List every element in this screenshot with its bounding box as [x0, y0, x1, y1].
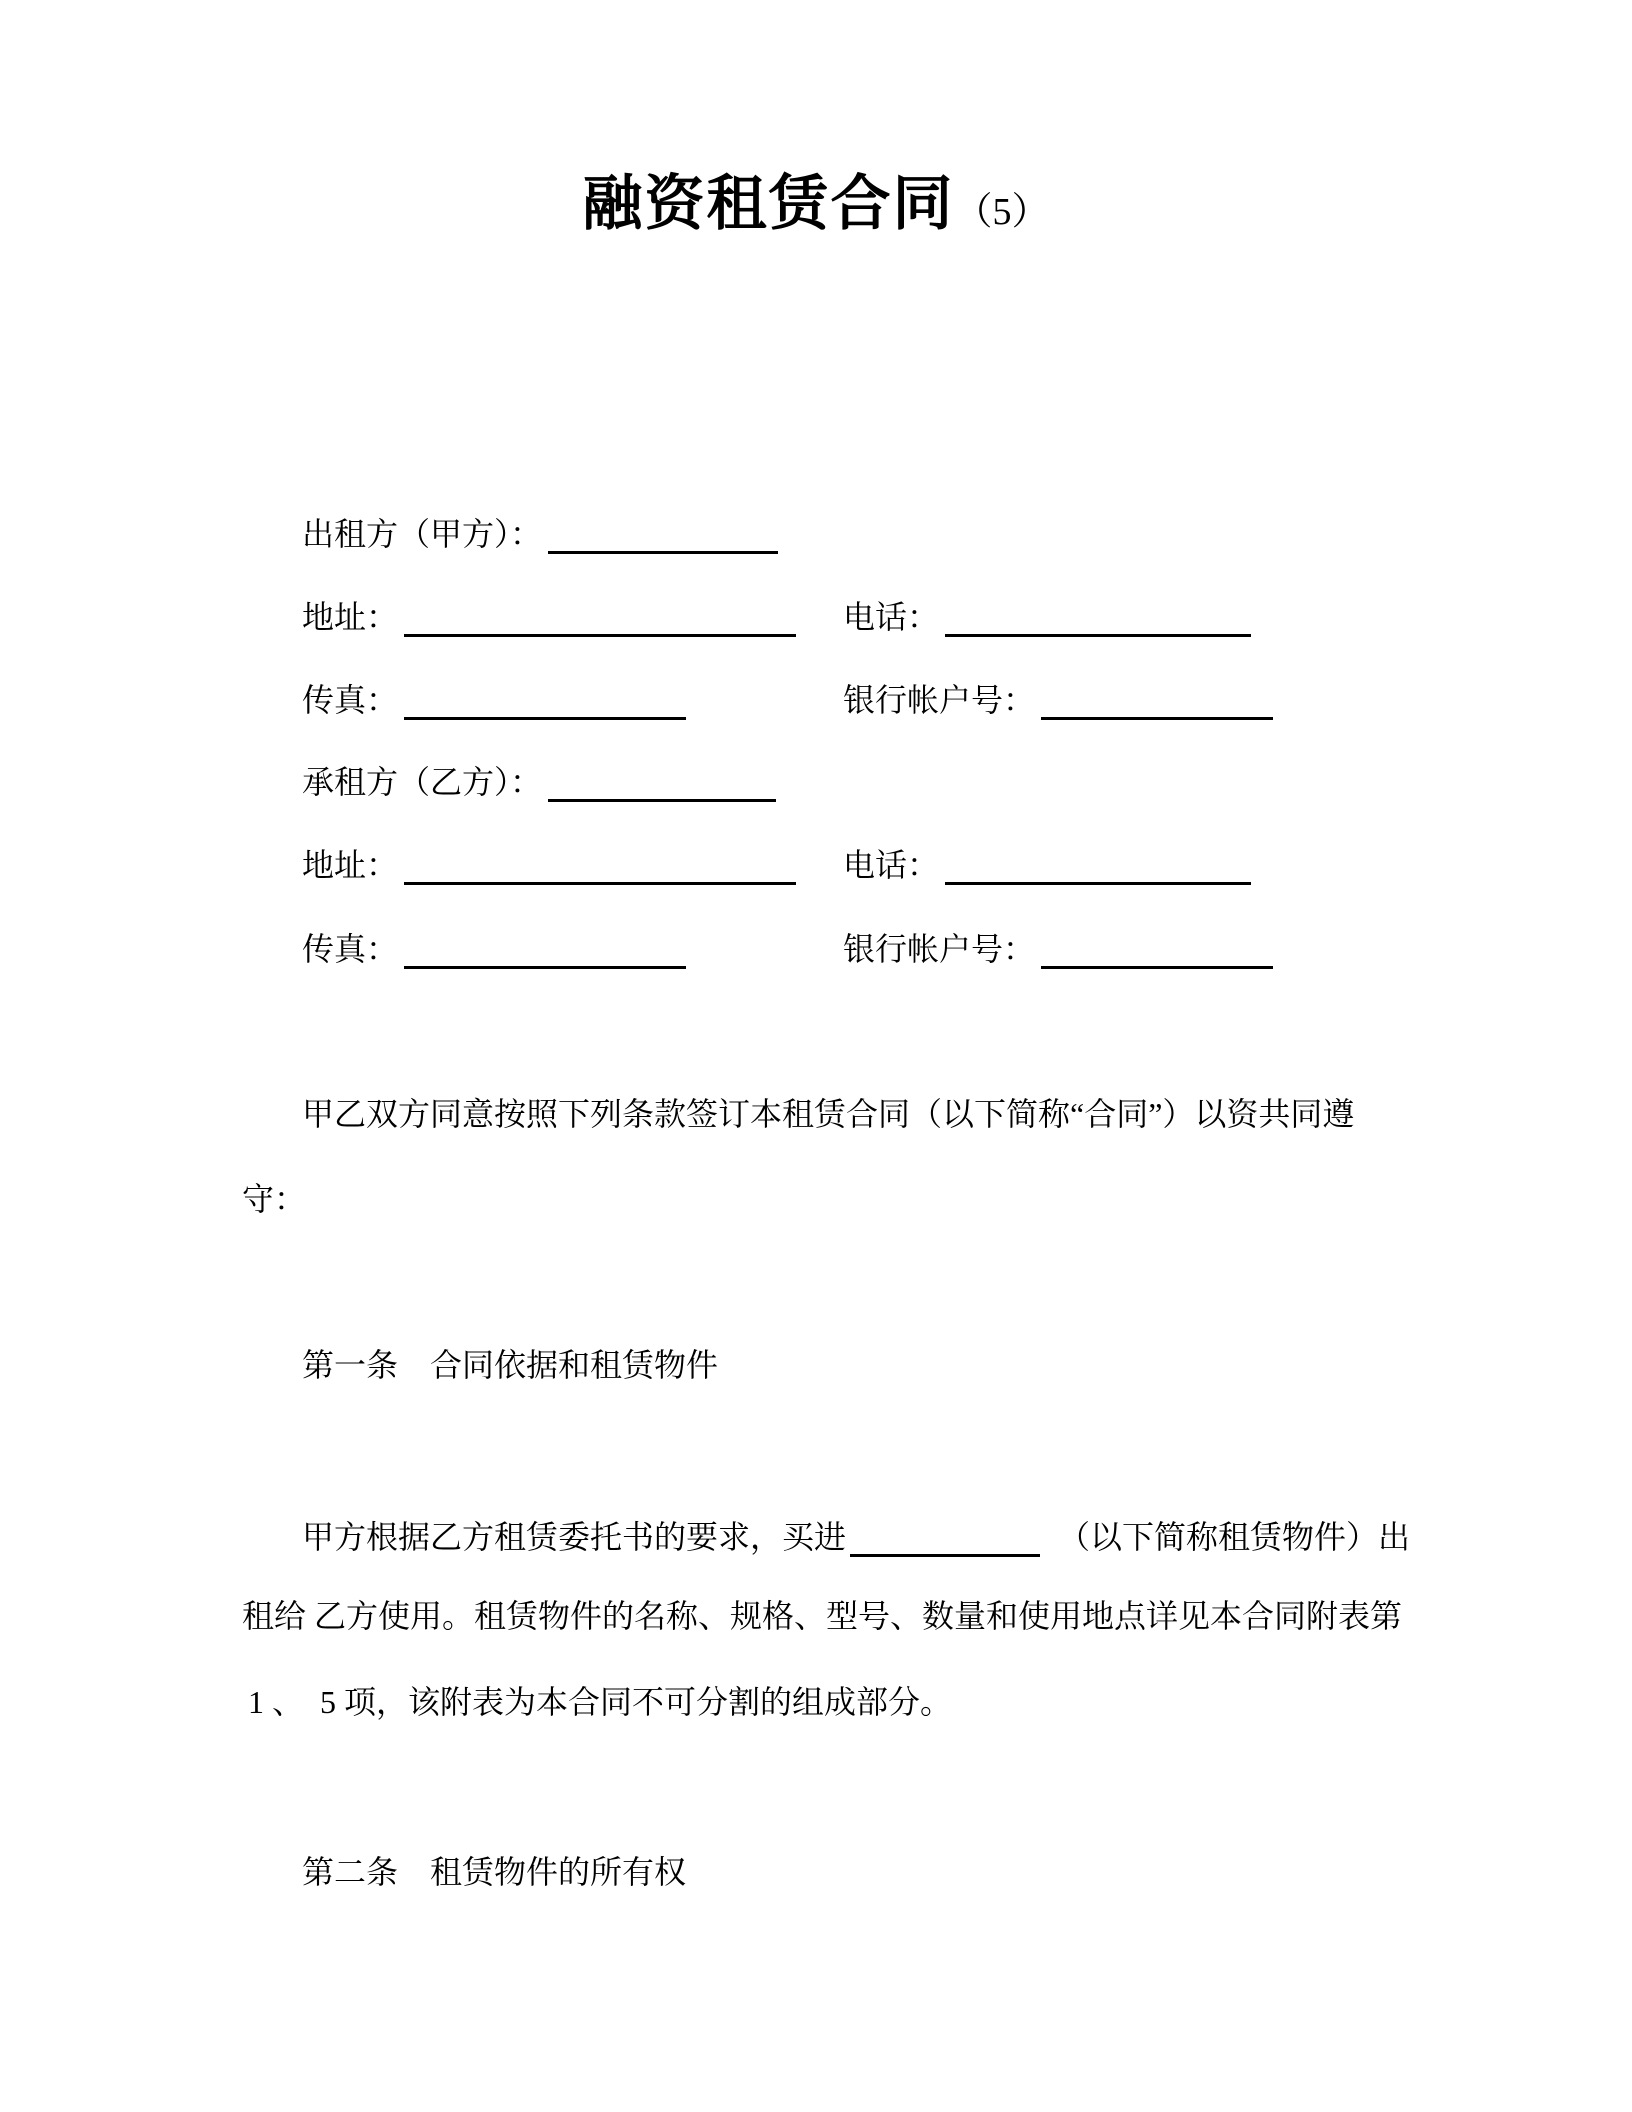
address-label: 地址： — [302, 599, 399, 635]
lessee-phone-field — [843, 843, 1251, 887]
clause-1-line1 — [302, 1515, 1410, 1559]
lessor-phone-field — [843, 595, 1251, 639]
document-title-number: （5） — [954, 191, 1050, 233]
form-row-lessor-fax-bank — [0, 678, 1632, 722]
lessee-fax-blank[interactable] — [404, 936, 686, 969]
bank-account-label: 银行帐户号： — [843, 931, 1036, 967]
lessee-address-blank[interactable] — [404, 852, 796, 885]
lessor-address-blank[interactable] — [404, 604, 796, 637]
form-row-lessee-address-phone — [0, 843, 1632, 887]
document-title-text: 融资租赁合同 — [582, 170, 955, 237]
lessor-field — [302, 512, 778, 556]
intro-paragraph-line1: 甲乙双方同意按照下列条款签订本租赁合同（以下简称“合同”）以资共同遵 — [302, 1096, 1355, 1132]
lessor-label: 出租方（甲方）： — [302, 516, 543, 552]
lessor-bank-account-blank[interactable] — [1041, 687, 1273, 720]
lessee-bank-account-blank[interactable] — [1041, 936, 1273, 969]
form-row-lessor — [0, 512, 1632, 556]
lessee-phone-blank[interactable] — [945, 852, 1251, 885]
clause-1-line1-before-blank: 甲方根据乙方租赁委托书的要求，买进 — [302, 1519, 847, 1555]
lessee-address-field — [302, 843, 796, 887]
intro-paragraph-line2: 守： — [242, 1181, 307, 1217]
lessee-field — [302, 760, 776, 804]
document-title — [0, 168, 1632, 248]
lessor-name-blank[interactable] — [548, 521, 778, 554]
lessee-bank-account-field — [843, 927, 1273, 971]
form-row-lessee-fax-bank — [0, 927, 1632, 971]
address-label: 地址： — [302, 847, 399, 883]
phone-label: 电话： — [843, 599, 940, 635]
lessor-address-field — [302, 595, 796, 639]
article-2-heading: 第二条 租赁物件的所有权 — [302, 1854, 687, 1890]
phone-label: 电话： — [843, 847, 940, 883]
leased-item-blank[interactable] — [850, 1524, 1040, 1557]
lessee-name-blank[interactable] — [548, 769, 776, 802]
lessee-label: 承租方（乙方）： — [302, 764, 543, 800]
clause-1-line3: 1 、 5 项，该附表为本合同不可分割的组成部分。 — [248, 1684, 953, 1720]
article-1-heading: 第一条 合同依据和租赁物件 — [302, 1347, 719, 1383]
lessor-fax-blank[interactable] — [404, 687, 686, 720]
lessee-fax-field — [302, 927, 686, 971]
form-row-lessee — [0, 760, 1632, 804]
bank-account-label: 银行帐户号： — [843, 682, 1036, 718]
lessor-fax-field — [302, 678, 686, 722]
fax-label: 传真： — [302, 682, 399, 718]
lessor-phone-blank[interactable] — [945, 604, 1251, 637]
form-row-lessor-address-phone — [0, 595, 1632, 639]
clause-1-line2: 租给 乙方使用。租赁物件的名称、规格、型号、数量和使用地点详见本合同附表第 — [242, 1598, 1403, 1634]
fax-label: 传真： — [302, 931, 399, 967]
lessor-bank-account-field — [843, 678, 1273, 722]
clause-1-line1-after-blank: （以下简称租赁物件）出 — [1058, 1519, 1411, 1555]
